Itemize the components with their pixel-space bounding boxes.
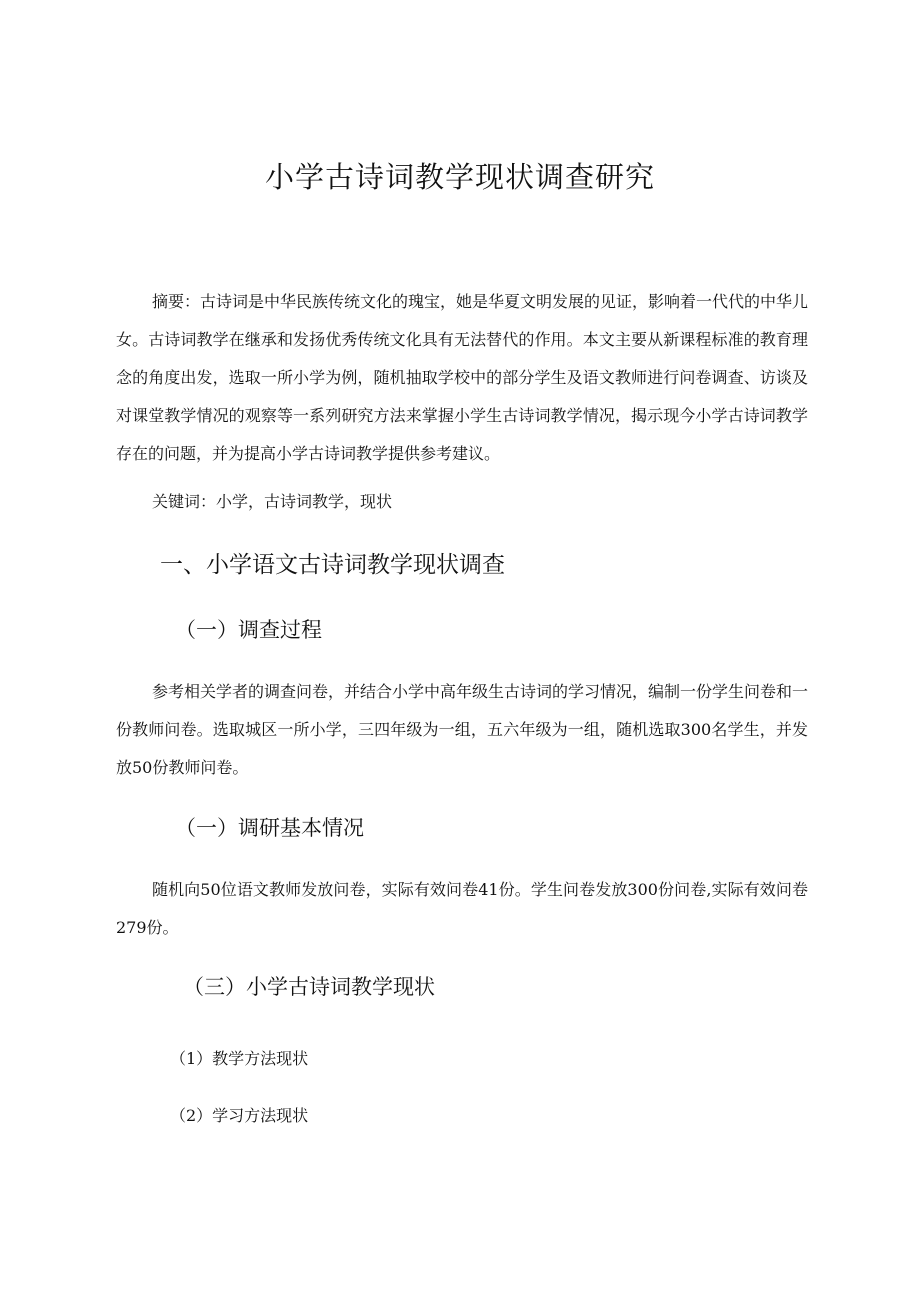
document-title: 小学古诗词教学现状调查研究 xyxy=(264,160,655,194)
subsection-heading-basic-info: （一）调研基本情况 xyxy=(175,816,364,840)
survey-process-paragraph: 参考相关学者的调查问卷，并结合小学中高年级生古诗词的学习情况，编制一份学生问卷和一份教师问卷。选取城区一所小学，三四年级为一组，五六年级为一组，随机选取300名学生，并发放50份教师问卷。 xyxy=(116,682,809,777)
list-item-teaching-method: （1）教学方法现状 xyxy=(170,1049,309,1068)
basic-info-paragraph: 随机向50位语文教师发放问卷，实际有效问卷41份。学生问卷发放300份问卷,实际有效问卷279份。 xyxy=(116,880,808,937)
subsection-heading-teaching-status: （三）小学古诗词教学现状 xyxy=(183,975,435,999)
subsection-heading-survey-process: （一）调查过程 xyxy=(175,618,322,642)
abstract-paragraph: 摘要：古诗词是中华民族传统文化的瑰宝，她是华夏文明发展的见证，影响着一代代的中华儿女。古诗词教学在继承和发扬优秀传统文化具有无法替代的作用。本文主要从新课程标准的教育理念的角度出发，选取一所小学为例，随机抽取学校中的部分学生及语文教师进行问卷调查、访谈及对课堂教学情况的观察等一系列研究方法来掌握小学生古诗词教学情况，揭示现今小学古诗词教学存在的问题，并为提高小学古诗词教学提供参考建议。 xyxy=(116,292,809,463)
section-heading-1: 一、小学语文古诗词教学现状调查 xyxy=(160,552,505,578)
keywords-line: 关键词：小学，古诗词教学，现状 xyxy=(152,492,393,511)
list-item-learning-method: （2）学习方法现状 xyxy=(170,1106,309,1125)
